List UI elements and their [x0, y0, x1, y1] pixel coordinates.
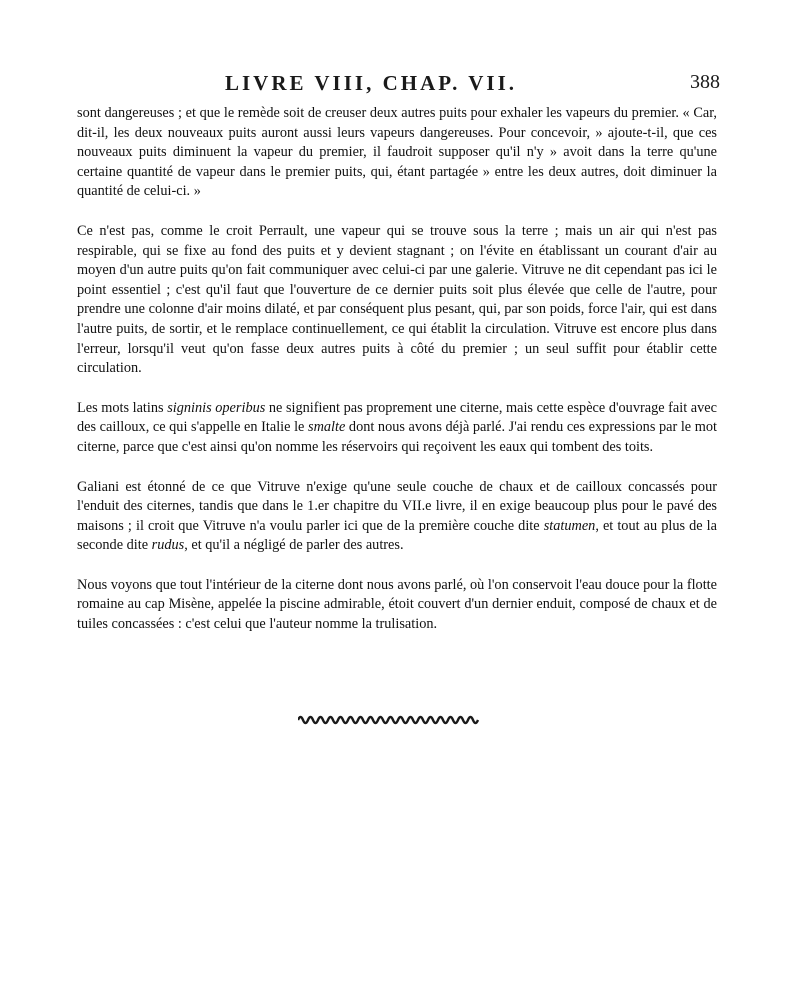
running-title: LIVRE VIII, CHAP. VII. — [225, 71, 518, 95]
italic-term: rudus — [151, 537, 185, 554]
text-run: , et qu'il a négligé de parler des autres. — [184, 537, 404, 554]
paragraph-4 — [77, 478, 717, 556]
body-text — [77, 104, 717, 655]
text-run: dont nous avons déjà parlé. J'ai rendu ces expressions par le mot citerne, parce que c'est ainsi qu'on nomme les réservoirs qui reçoivent les eaux qui tombent des toits. — [77, 419, 717, 455]
text-run: sont dangereuses ; et que le remède soit de creuser deux autres puits pour exhaler les vapeurs du premier. « Car, dit-il, les deux nouveaux puits auront aussi leurs vapeurs dangereuses. Pour concevoir, » ajoute-t-il, que ces nouveaux puits diminuent la vapeur du premier, il faudroit supposer qu'il n'y » avoit dans la terre qu'une certaine quantité de vapeur dans le premier puits, qui, étant partagée » entre les deux autres, doit diminuer la quantité de celui-ci. » — [77, 105, 717, 200]
text-run: Nous voyons que tout l'intérieur de la citerne dont nous avons parlé, où l'on conservoit l'eau douce pour la flotte romaine au cap Misène, appelée la piscine admirable, étoit couvert d'un dernier enduit, composé de chaux et de tuiles concassées : c'est celui que l'auteur nomme la trulisation. — [77, 576, 717, 633]
text-run: Galiani est étonné de ce que Vitruve n'exige qu'une seule couche de chaux et de cailloux concassés pour l'enduit des citernes, tandis que dans le 1.er chapitre du VII.e livre, il en exige beaucoup plus pour le pavé des maisons ; il croit que Vitruve n'a voulu parler ici que de la première couche dite — [77, 478, 717, 534]
italic-term: statumen — [543, 517, 596, 534]
text-run: ne signifient pas proprement une citerne, mais cette espèce d'ouvrage fait avec des cailloux, ce qui s'appelle en Italie le — [77, 399, 717, 436]
italic-term: smalte — [308, 419, 346, 436]
paragraph-2 — [77, 222, 717, 379]
wave-line — [298, 717, 478, 723]
decorative-wave-rule — [298, 713, 480, 727]
text-run: Les mots latins — [77, 399, 168, 416]
paragraph-5 — [77, 576, 717, 635]
text-run: Ce n'est pas, comme le croit Perrault, une vapeur qui se trouve sous la terre ; mais un air qui n'est pas respirable, qui se fixe au fond des puits et y devient stagnant ; on l'évite en établissant un courant d'air au moyen d'un autre puits qu'on fait communiquer avec celui-ci par une galerie. Vitruve ne dit cependant pas ici le point essentiel ; c'est qu'il faut que l'ouverture de ce dernier puits soit plus élevée que celle de l'autre, pour prendre une colonne d'air moins dilaté, et par conséquent plus pesant, qui, par son poids, force l'air, qui est dans l'autre puits, de sortir, et le remplace continuellement, ce qui établit la circulation. Vitruve est encore plus dans l'erreur, lorsqu'il veut qu'on fasse deux autres puits à côté du premier ; un seul suffit pour établir cette circulation. — [77, 222, 717, 377]
italic-term: signinis operibus — [167, 399, 266, 416]
paragraph-1 — [77, 104, 717, 202]
running-head — [80, 71, 720, 99]
text-run: , et tout au plus de la seconde dite — [77, 517, 717, 554]
paragraph-3 — [77, 399, 717, 458]
page-number: 388 — [690, 71, 720, 93]
